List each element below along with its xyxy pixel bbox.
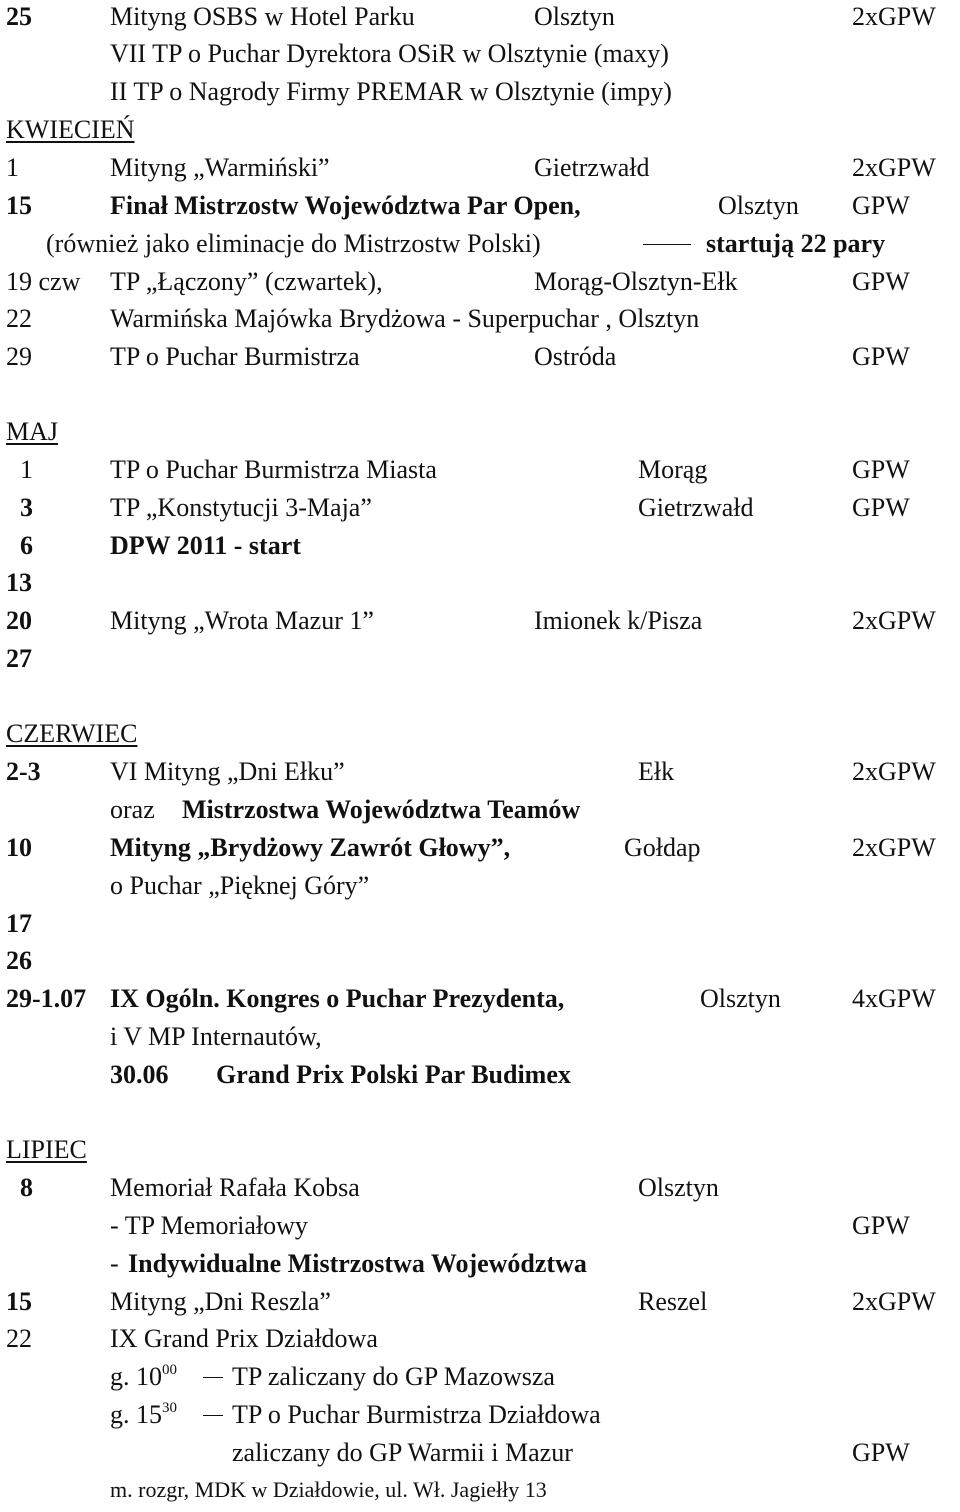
time-hour: g. 10 [110, 1362, 162, 1391]
row-gpw: 2xGPW [852, 2, 936, 31]
row-day: 29 [6, 342, 32, 371]
time-minutes: 00 [162, 1362, 177, 1378]
row-gpw: 2xGPW [852, 153, 936, 182]
month-header-april: KWIECIEŃ [6, 115, 135, 144]
row-event: IX Grand Prix Działdowa [110, 1324, 378, 1353]
row-gpw: GPW [852, 342, 910, 371]
row-subline: II TP o Nagrody Firmy PREMAR w Olsztynie (impy) [110, 77, 672, 106]
row-place: Olsztyn [718, 191, 799, 220]
dash-divider [203, 1415, 223, 1416]
row-day: 6 [20, 531, 33, 560]
row-place: Gietrzwałd [638, 493, 754, 522]
row-place: Olsztyn [534, 2, 615, 31]
row-day: 3 [20, 493, 33, 522]
row-gpw: 2xGPW [852, 757, 936, 786]
row-day: 15 [6, 191, 32, 220]
row-subline: - TP Memoriałowy [110, 1211, 308, 1240]
row-event: Mityng „Wrota Mazur 1” [110, 606, 374, 635]
row-place: Imionek k/Pisza [534, 606, 703, 635]
row-event: TP o Puchar Burmistrza [110, 342, 360, 371]
month-header-june: CZERWIEC [6, 719, 138, 748]
row-day: 1 [6, 153, 19, 182]
row-day: 25 [6, 2, 32, 31]
row-place: Ostróda [534, 342, 617, 371]
row-day: 13 [6, 568, 32, 597]
row-event: TP o Puchar Burmistrza Miasta [110, 455, 437, 484]
row-day: 17 [6, 909, 32, 938]
row-day: 27 [6, 644, 32, 673]
dash-divider [203, 1377, 223, 1378]
row-day: 1 [20, 455, 33, 484]
row-gpw: GPW [852, 191, 910, 220]
time-minutes: 30 [162, 1400, 177, 1416]
time-hour: g. 15 [110, 1400, 162, 1429]
row-day: 29-1.07 [6, 984, 87, 1013]
row-place: Olsztyn [638, 1173, 719, 1202]
month-header-may: MAJ [6, 417, 59, 446]
row-subline-bold: Mistrzostwa Województwa Teamów [182, 795, 581, 824]
row-event: Mityng „Warmiński” [110, 153, 330, 182]
row-event: Warmińska Majówka Brydżowa - Superpuchar , Olsztyn [110, 304, 700, 333]
row-day: 15 [6, 1287, 32, 1316]
row-subline: (również jako eliminacje do Mistrzostw Polski) [46, 229, 541, 258]
row-place: Gietrzwałd [534, 153, 650, 182]
row-event: Memoriał Rafała Kobsa [110, 1173, 360, 1202]
row-subline: TP zaliczany do GP Mazowsza [232, 1362, 555, 1391]
row-subline-bold: Indywidualne Mistrzostwa Województwa [128, 1249, 587, 1278]
row-place: Morąg-Olsztyn-Ełk [534, 267, 738, 296]
row-day: 22 [6, 1324, 32, 1353]
row-place: Gołdap [624, 833, 701, 862]
row-gpw: 2xGPW [852, 833, 936, 862]
row-day: 20 [6, 606, 32, 635]
row-day: 10 [6, 833, 32, 862]
row-day: 22 [6, 304, 32, 333]
row-subline: oraz [110, 795, 155, 824]
row-event: DPW 2011 - start [110, 531, 301, 560]
row-place: Ełk [638, 757, 675, 786]
row-subline-bold: startują 22 pary [706, 229, 886, 258]
row-place: Morąg [638, 455, 708, 484]
row-subline: zaliczany do GP Warmii i Mazur [232, 1438, 573, 1467]
row-event: VI Mityng „Dni Ełku” [110, 757, 345, 786]
month-header-july: LIPIEC [6, 1135, 87, 1164]
row-day: 26 [6, 946, 32, 975]
row-event: IX Ogóln. Kongres o Puchar Prezydenta, [110, 984, 565, 1013]
row-subline: VII TP o Puchar Dyrektora OSiR w Olsztynie (maxy) [110, 39, 669, 68]
row-gpw: 2xGPW [852, 1287, 936, 1316]
row-gpw: GPW [852, 493, 910, 522]
row-day: 19 czw [6, 267, 81, 296]
row-subline: o Puchar „Pięknej Góry” [110, 871, 370, 900]
row-event: TP „Konstytucji 3-Maja” [110, 493, 372, 522]
row-event: TP „Łączony” (czwartek), [110, 267, 383, 296]
time-slot [110, 1364, 177, 1390]
row-day: 8 [20, 1173, 33, 1202]
row-gpw: 4xGPW [852, 984, 936, 1013]
row-gpw: GPW [852, 1211, 910, 1240]
row-subline: i V MP Internautów, [110, 1022, 322, 1051]
row-subline-date: 30.06 [110, 1060, 169, 1089]
row-subline: TP o Puchar Burmistrza Działdowa [232, 1400, 601, 1429]
row-event: Finał Mistrzostw Województwa Par Open, [110, 191, 581, 220]
row-event: Mityng „Brydżowy Zawrót Głowy”, [110, 833, 511, 862]
row-gpw: GPW [852, 455, 910, 484]
row-event: Mityng OSBS w Hotel Parku [110, 2, 415, 31]
dash-divider [643, 244, 691, 245]
row-subline-bold: Grand Prix Polski Par Budimex [216, 1060, 571, 1089]
row-event: Mityng „Dni Reszla” [110, 1287, 331, 1316]
row-day: 2-3 [6, 757, 41, 786]
time-slot [110, 1402, 177, 1428]
row-place: Reszel [638, 1287, 708, 1316]
row-subline-dash: - [110, 1249, 119, 1278]
venue-note: m. rozgr, MDK w Działdowie, ul. Wł. Jagiełły 13 [110, 1477, 547, 1502]
row-place: Olsztyn [700, 984, 781, 1013]
row-gpw: 2xGPW [852, 606, 936, 635]
row-gpw: GPW [852, 267, 910, 296]
row-gpw: GPW [852, 1438, 910, 1467]
